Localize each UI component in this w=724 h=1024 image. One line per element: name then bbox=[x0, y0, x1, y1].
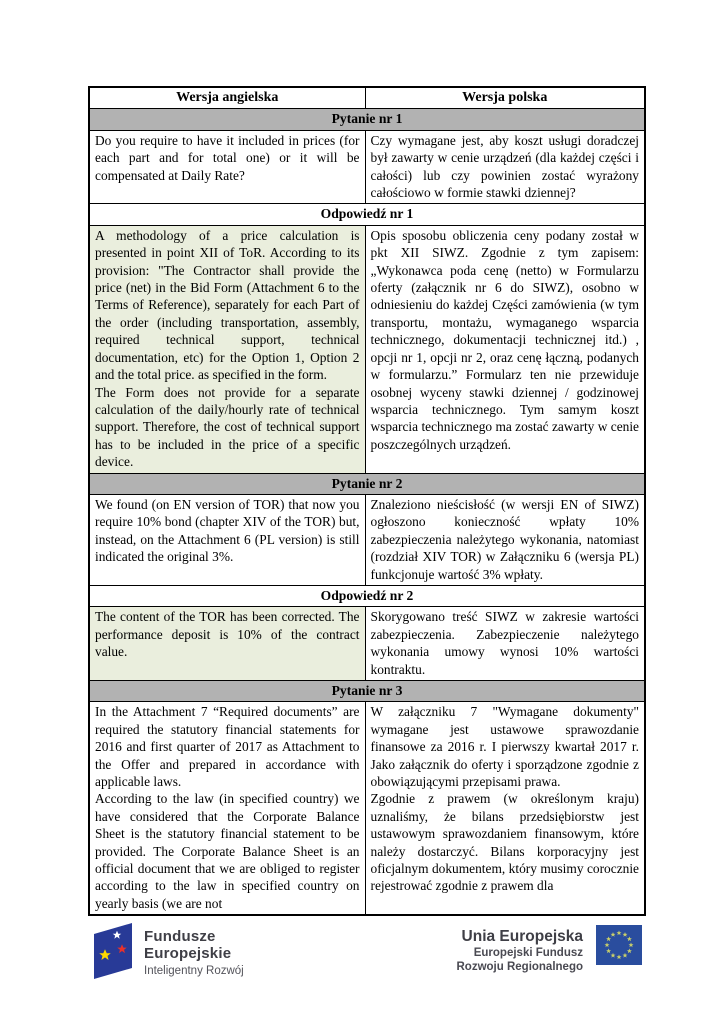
answer-2-band-row bbox=[89, 585, 645, 606]
question-1-row bbox=[89, 130, 645, 204]
question-1-band: Pytanie nr 1 bbox=[89, 109, 645, 130]
question-3-en-cell: In the Attachment 7 “Required documents” are required the statutory financial statements for 2016 and first quarter of 2017 as Attachment to the Offer and prepared in accordance with applicable laws. According to the law (in specified country) we have considered that the Corporate Balance Sheet is the statutory financial statement to be provided. The Corporate Balance Sheet is an official document that we are obliged to register according to the law in specified country on yearly basis (we are not bbox=[89, 702, 365, 915]
fe-flag-icon bbox=[93, 922, 133, 980]
answer-2-en-cell: The content of the TOR has been corrected. The performance deposit is 10% of the contract value. bbox=[89, 607, 365, 681]
fe-logo-title-line1: Fundusze bbox=[144, 928, 216, 945]
table-header-row bbox=[89, 87, 645, 109]
answer-1-row bbox=[89, 225, 645, 473]
fe-logo-subtitle: Inteligentny Rozwój bbox=[144, 965, 244, 977]
question-3-band-row bbox=[89, 681, 645, 702]
question-2-pl-cell: Znaleziono nieścisłość (w wersji EN of SIWZ) ogłoszono konieczność wpłaty 10% zabezpieczenia należytego wykonania, natomiast (rozdział XIV TOR) w Załączniku 6 (wersja PL) funkcjonuje wartość 3% wpłaty. bbox=[365, 494, 645, 585]
question-2-band-row bbox=[89, 473, 645, 494]
question-3-band: Pytanie nr 3 bbox=[89, 681, 645, 702]
fundusze-europejskie-logo bbox=[93, 922, 244, 980]
question-1-band-row bbox=[89, 109, 645, 130]
question-2-row bbox=[89, 494, 645, 585]
eu-logo-subtitle-line2: Rozwoju Regionalnego bbox=[456, 961, 583, 973]
question-1-en-cell: Do you require to have it included in prices (for each part and for total one) or it will be compensated at Daily Rate? bbox=[89, 130, 365, 204]
answer-1-pl-cell: Opis sposobu obliczenia ceny podany został w pkt XII SIWZ. Zgodnie z tym zapisem: „Wykonawca poda cenę (netto) w Formularzu oferty (załącznik nr 6 do SIWZ), osobno w odniesieniu do każdej Części zamówienia (w tym transportu, montażu, wymaganego wsparcia technicznego, dokumentacji technicznej itd.) , opcji nr 1, opcji nr 2, oraz cenę łączną, podanych w formularzu.” Formularz ten nie przewiduje osobnej wyceny stawki dziennej / godzinowej wsparcia technicznego. Tym samym koszt wsparcia technicznego ma zostać zawarty w cenie poszczególnych urządzeń. bbox=[365, 225, 645, 473]
answer-1-en-cell: A methodology of a price calculation is presented in point XII of ToR. According to its provision: "The Contractor shall provide the price (net) in the Bid Form (Attachment 6 to the Terms of Reference), separately for each Part of the order (including transportation, assembly, required technical support, technical documentation, etc) for the Option 1, Option 2 and the total price. as specified in the form. The Form does not provide for a separate calculation of the daily/hourly rate of technical support. Therefore, the cost of technical support has to be included in the price of a specific device. bbox=[89, 225, 365, 473]
answer-1-band: Odpowiedź nr 1 bbox=[89, 204, 645, 225]
question-2-band: Pytanie nr 2 bbox=[89, 473, 645, 494]
answer-2-band: Odpowiedź nr 2 bbox=[89, 585, 645, 606]
question-1-pl-cell: Czy wymagane jest, aby koszt usługi doradczej był zawarty w cenie urządzeń (dla każdej części i całości) lub czy powinien zostać wyrażony całościowo w formie stawki dziennej? bbox=[365, 130, 645, 204]
eu-logo-title: Unia Europejska bbox=[461, 928, 583, 945]
fe-logo-title-line2: Europejskie bbox=[144, 945, 232, 962]
answer-1-band-row bbox=[89, 204, 645, 225]
fe-logo-text bbox=[144, 922, 244, 977]
question-2-en-cell: We found (on EN version of TOR) that now you require 10% bond (chapter XIV of the TOR) but, instead, on the Attachment 6 (PL version) is still indicated the original 3%. bbox=[89, 494, 365, 585]
eu-logo-text bbox=[457, 925, 584, 974]
column-header-english: Wersja angielska bbox=[89, 87, 365, 109]
unia-europejska-logo bbox=[457, 925, 643, 974]
eu-flag-icon bbox=[596, 925, 642, 965]
qa-comparison-table bbox=[88, 86, 646, 916]
column-header-polish: Wersja polska bbox=[365, 87, 645, 109]
answer-2-row bbox=[89, 607, 645, 681]
answer-2-pl-cell: Skorygowano treść SIWZ w zakresie wartości zabezpieczenia. Zabezpieczenie należytego wykonania umowy wynosi 10% wartości kontraktu. bbox=[365, 607, 645, 681]
eu-logo-subtitle-line1: Europejski Fundusz bbox=[473, 947, 583, 959]
footer-logos bbox=[0, 916, 724, 1006]
question-3-row bbox=[89, 702, 645, 915]
question-3-pl-cell: W załączniku 7 "Wymagane dokumenty" wymagane jest ustawowe sprawozdanie finansowe za 2016 r. I pierwszy kwartał 2017 r. Jako załącznik do oferty i sporządzone zgodnie z obowiązującymi przepisami prawa. Zgodnie z prawem (w określonym kraju) uznaliśmy, że bilans przedsiębiorstw jest ustawowym sprawozdaniem finansowym, które należy dostarczyć. Bilans korporacyjny jest oficjalnym dokumentem, który musimy corocznie rejestrować zgodnie z prawem dla bbox=[365, 702, 645, 915]
